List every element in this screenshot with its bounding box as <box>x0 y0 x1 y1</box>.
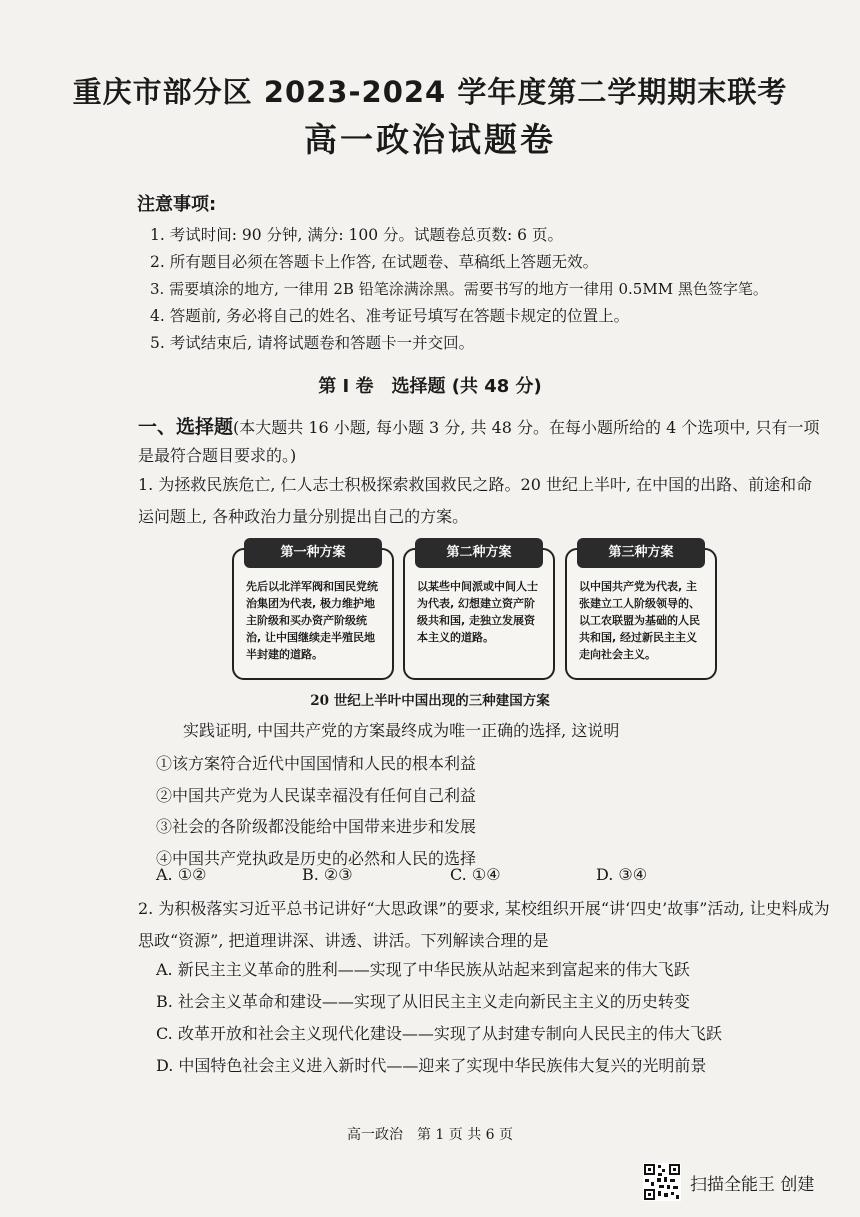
part-one-text: (本大题共 16 小题, 每小题 3 分, 共 48 分。在每小题所给的 4 个选项中, 只有一项是最符合题目要求的。) <box>138 418 820 465</box>
part-one-label: 一、选择题 <box>138 416 234 438</box>
exam-subtitle: 高一政治试题卷 <box>304 120 556 159</box>
statement: ①该方案符合近代中国国情和人民的根本利益 <box>156 754 477 773</box>
notice-item: 4. 答题前, 务必将自己的姓名、准考证号填写在答题卡规定的位置上。 <box>150 307 630 325</box>
question-1-statements <box>156 748 476 874</box>
choice-d: D. ③④ <box>596 865 648 884</box>
notice-list <box>150 222 830 357</box>
plan-title: 第一种方案 <box>244 538 382 568</box>
option-b: B. 社会主义革命和建设——实现了从旧民主主义走向新民主主义的历史转变 <box>156 992 690 1011</box>
exam-title: 重庆市部分区 2023-2024 学年度第二学期期末联考 <box>72 75 788 109</box>
notice-item: 5. 考试结束后, 请将试题卷和答题卡一并交回。 <box>150 334 475 352</box>
question-1-stem: 1. 为拯救民族危亡, 仁人志士积极探索救国救民之路。20 世纪上半叶, 在中国的出路、前途和命运问题上, 各种政治力量分别提出自己的方案。 <box>138 475 813 526</box>
statement: ③社会的各阶级都没能给中国带来进步和发展 <box>156 817 477 836</box>
plan-box-1 <box>232 545 394 680</box>
notice-item: 3. 需要填涂的地方, 一律用 2B 铅笔涂满涂黑。需要书写的地方一律用 0.5MM 黑色签字笔。 <box>150 280 768 298</box>
question-1-lead: 实践证明, 中国共产党的方案最终成为唯一正确的选择, 这说明 <box>183 721 620 740</box>
statement: ④中国共产党执政是历史的必然和人民的选择 <box>156 848 477 868</box>
scanner-watermark: 扫描全能王 创建 <box>690 1175 815 1195</box>
question-2-options <box>156 954 722 1082</box>
plan-box-2 <box>403 545 555 680</box>
option-d: D. 中国特色社会主义进入新时代——迎来了实现中华民族伟大复兴的光明前景 <box>156 1056 707 1075</box>
choice-b: B. ②③ <box>302 865 353 884</box>
choice-c: C. ①④ <box>450 865 501 884</box>
notice-heading: 注意事项: <box>137 194 217 215</box>
statement: ②中国共产党为人民谋幸福没有任何自己利益 <box>156 785 477 805</box>
notice-item: 1. 考试时间: 90 分钟, 满分: 100 分。试题卷总页数: 6 页。 <box>150 226 563 244</box>
option-c: C. 改革开放和社会主义现代化建设——实现了从封建专制向人民民主的伟大飞跃 <box>156 1024 722 1043</box>
plan-title: 第三种方案 <box>577 538 705 568</box>
plan-title: 第二种方案 <box>415 538 543 568</box>
option-a: A. 新民主主义革命的胜利——实现了中华民族从站起来到富起来的伟大飞跃 <box>156 960 690 979</box>
choice-a: A. ①② <box>156 865 207 884</box>
plan-text: 以中国共产党为代表, 主张建立工人阶级领导的、以工农联盟为基础的人民共和国, 经过新民主主义走向社会主义。 <box>579 580 700 661</box>
part-one-intro <box>138 413 828 470</box>
page-footer: 高一政治 第 1 页 共 6 页 <box>346 1127 514 1143</box>
figure-caption: 20 世纪上半叶中国出现的三种建国方案 <box>310 693 550 709</box>
plan-text: 先后以北洋军阀和国民党统治集团为代表, 极力维护地主阶级和买办资产阶级统治, 让中国继续走半殖民地半封建的道路。 <box>246 580 378 661</box>
notice-item: 2. 所有题目必须在答题卡上作答, 在试题卷、草稿纸上答题无效。 <box>150 253 599 271</box>
plan-box-3 <box>565 545 717 680</box>
section-title: 第 I 卷 选择题 (共 48 分) <box>318 376 542 397</box>
plan-text: 以某些中间派或中间人士为代表, 幻想建立资产阶级共和国, 走独立发展资本主义的道路。 <box>417 580 538 644</box>
qr-code-icon <box>643 1163 681 1201</box>
question-2-stem: 2. 为积极落实习近平总书记讲好“大思政课”的要求, 某校组织开展“讲‘四史’故事”活动, 让史料成为思政“资源”, 把道理讲深、讲透、讲活。下列解读合理的是 <box>138 899 830 950</box>
